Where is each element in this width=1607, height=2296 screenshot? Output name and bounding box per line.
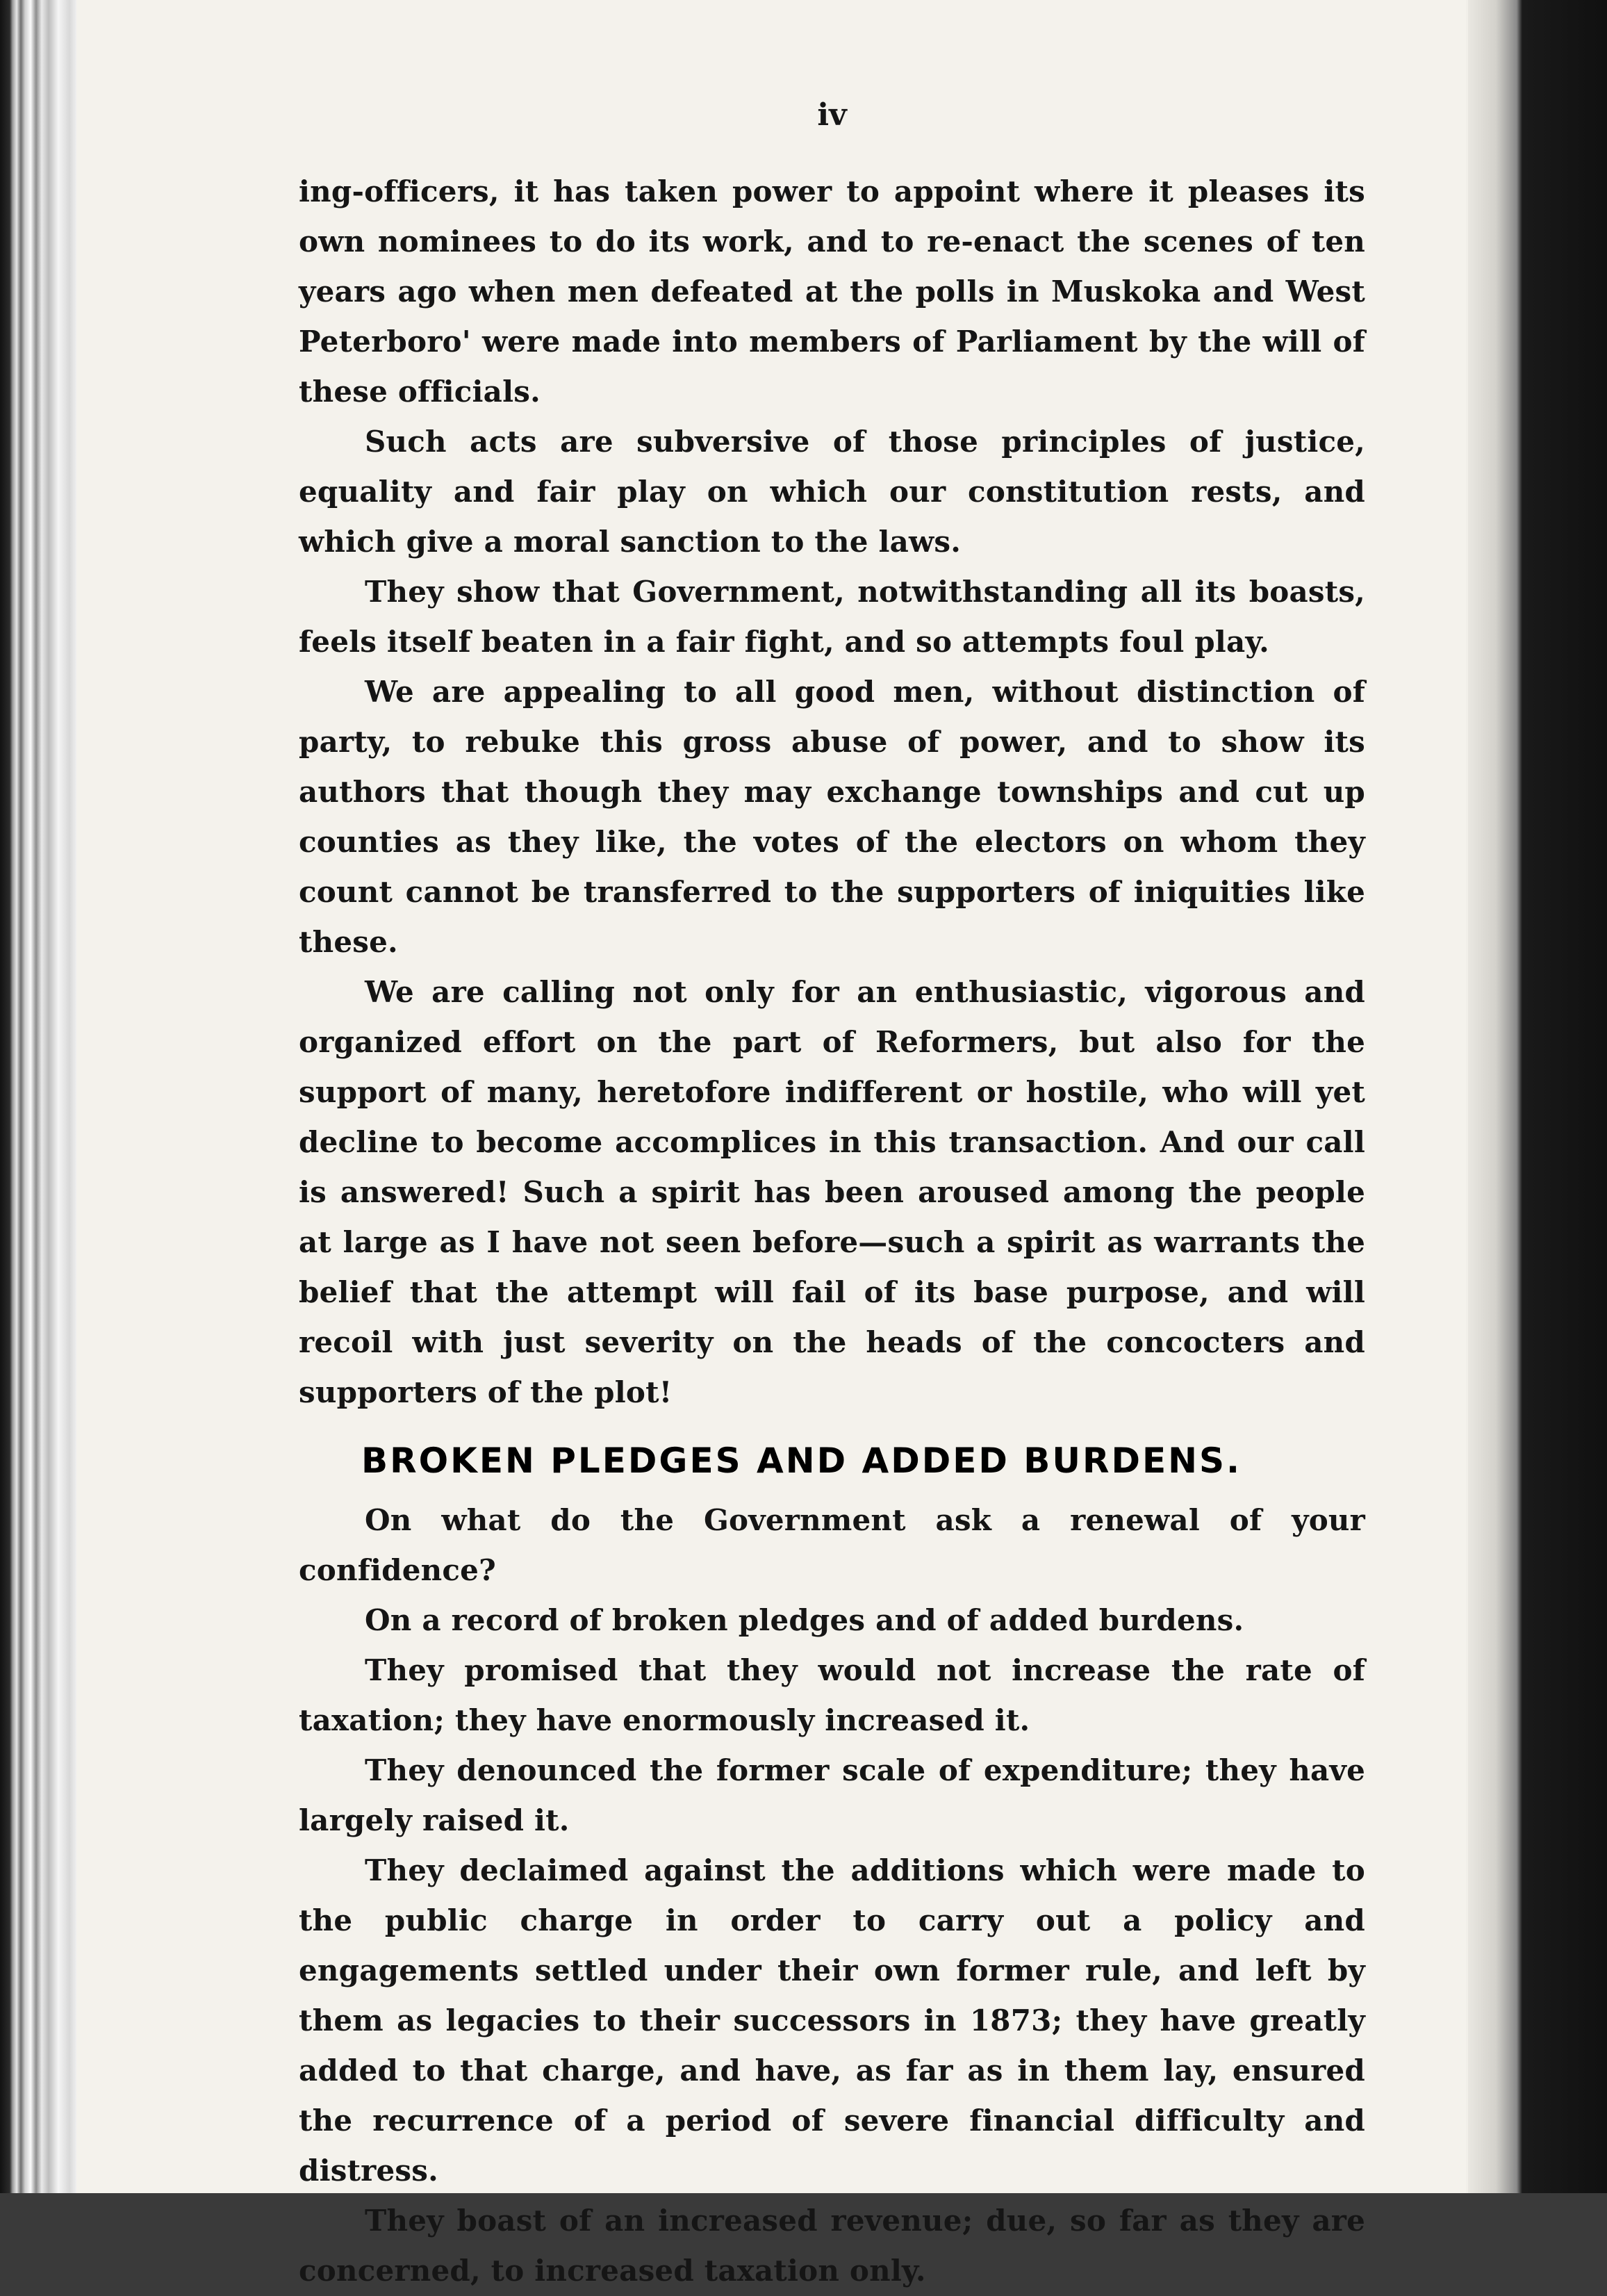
paragraph: Such acts are subversive of those principles of justice, equality and fair play on which our constitution rests, and which give a moral sanction to the laws. [299,425,1365,559]
right-page-edge [1468,0,1607,2193]
paragraph: They denounced the former scale of expenditure; they have largely raised it. [299,1753,1365,1837]
section-heading: BROKEN PLEDGES AND ADDED BURDENS. [361,1441,1242,1481]
paragraph: ing-officers, it has taken power to appoint where it pleases its own nominees to do its work, and to re-enact the scenes of ten years ago when men defeated at the polls in Muskoka and West Peterboro' were made into members of Parliament by the will of these officials. [299,174,1365,409]
paragraph: They promised that they would not increase the rate of taxation; they have enormously increased it. [299,1653,1365,1737]
paragraph: They boast of an increased revenue; due, so far as they are concerned, to increased taxation only. [299,2204,1365,2288]
page-header [299,0,1365,167]
paragraph: They show that Government, notwithstanding all its boasts, feels itself beaten in a fair fight, and so attempts foul play. [299,575,1365,659]
paragraph: On what do the Government ask a renewal of your confidence? [299,1503,1365,1587]
body-text [299,167,1365,2296]
paragraph: On a record of broken pledges and of added burdens. [365,1603,1244,1637]
book-binding-edge [0,0,76,2193]
paragraph: They declaimed against the additions which were made to the public charge in order to carry out a policy and engagements settled under their own former rule, and left by them as legacies to their successors in 1873; they have greatly added to that charge, and have, as far as in them lay, ensured the recurrence of a period of severe financial difficulty and distress. [299,1853,1365,2188]
page-number: iv [817,97,847,133]
paragraph: We are appealing to all good men, without distinction of party, to rebuke this gross abuse of power, and to show its authors that though they may exchange townships and cut up counties as they like, the votes of the electors on whom they count cannot be transferred to the supporters of iniquities like these. [299,675,1365,959]
paragraph: We are calling not only for an enthusiastic, vigorous and organized effort on the part of Reformers, but also for the support of many, heretofore indifferent or hostile, who will yet decline to become accomplices in this transaction. And our call is answered! Such a spirit has been aroused among the people at large as I have not seen before—such a spirit as warrants the belief that the attempt will fail of its base purpose, and will recoil with just severity on the heads of the concocters and supporters of the plot! [299,975,1365,1409]
